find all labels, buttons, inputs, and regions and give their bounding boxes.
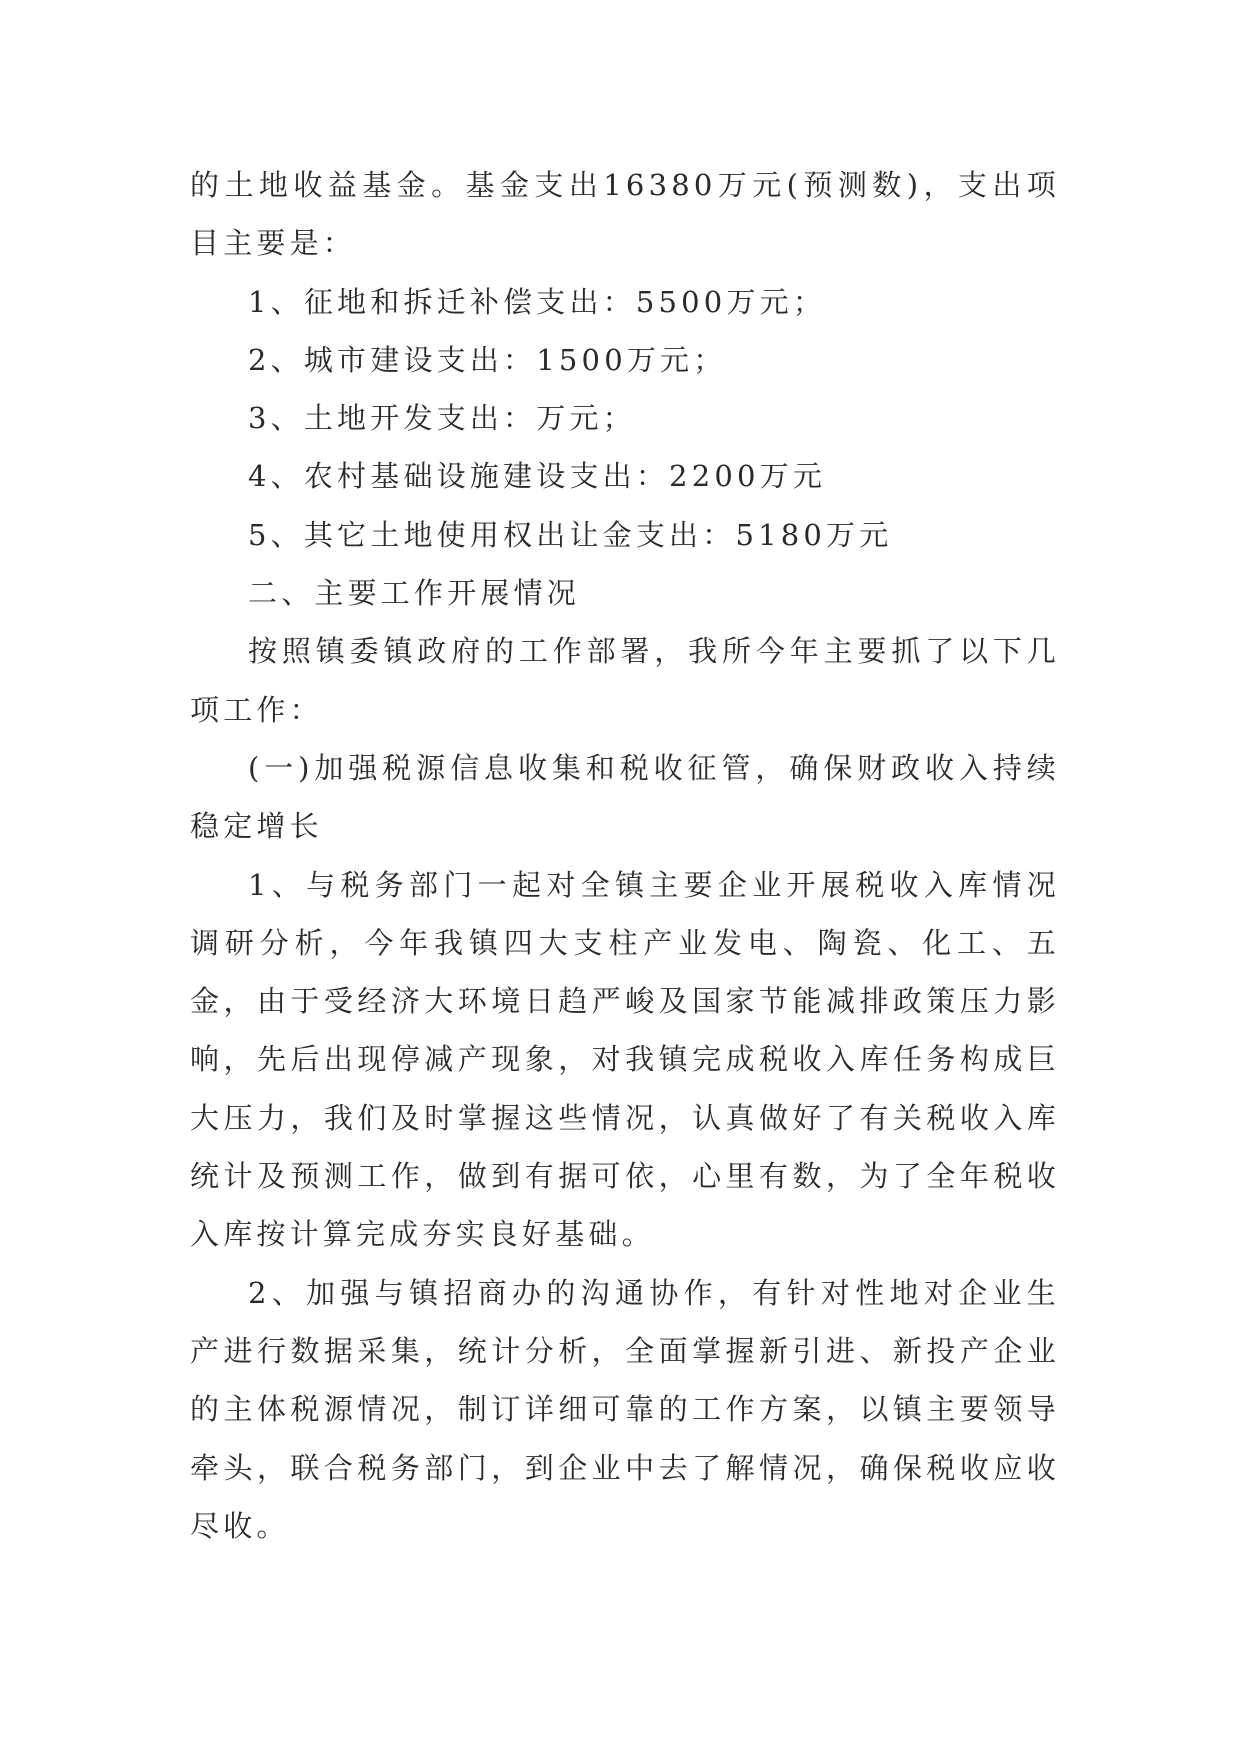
paragraph-tax-point-1: 1、与税务部门一起对全镇主要企业开展税收入库情况调研分析，今年我镇四大支柱产业发电、陶瓷、化工、五金，由于受经济大环境日趋严峻及国家节能减排政策压力影响，先后出现停减产现象，对我镇完成税收入库任务构成巨大压力，我们及时掌握这些情况，认真做好了有关税收入库统计及预测工作，做到有据可依，心里有数，为了全年税收入库按计算完成夯实良好基础。 xyxy=(190,867,1060,1252)
paragraph-item-3: 3、土地开发支出：万元； xyxy=(248,401,636,436)
paragraph-item-4: 4、农村基础设施建设支出：2200万元 xyxy=(248,459,827,494)
subsection-heading-tax-source: (一)加强税源信息收集和税收征管，确保财政收入持续稳定增长 xyxy=(190,750,1060,844)
document-body xyxy=(190,156,1060,1555)
paragraph-work-intro: 按照镇委镇政府的工作部署，我所今年主要抓了以下几项工作： xyxy=(190,634,1060,727)
paragraph-fund-expenditure: 的土地收益基金。基金支出16380万元(预测数)，支出项目主要是： xyxy=(190,168,1060,261)
paragraph-item-1: 1、征地和拆迁补偿支出：5500万元； xyxy=(248,284,827,319)
paragraph-item-5: 5、其它土地使用权出让金支出：5180万元 xyxy=(248,517,893,552)
paragraph-tax-point-2: 2、加强与镇招商办的沟通协作，有针对性地对企业生产进行数据采集，统计分析，全面掌握新引进、新投产企业的主体税源情况，制订详细可靠的工作方案，以镇主要领导牵头，联合税务部门，到企业中去了解情况，确保税收应收尽收。 xyxy=(190,1275,1060,1543)
paragraph-item-2: 2、城市建设支出：1500万元； xyxy=(248,342,727,377)
section-heading-main-work: 二、主要工作开展情况 xyxy=(248,576,581,611)
